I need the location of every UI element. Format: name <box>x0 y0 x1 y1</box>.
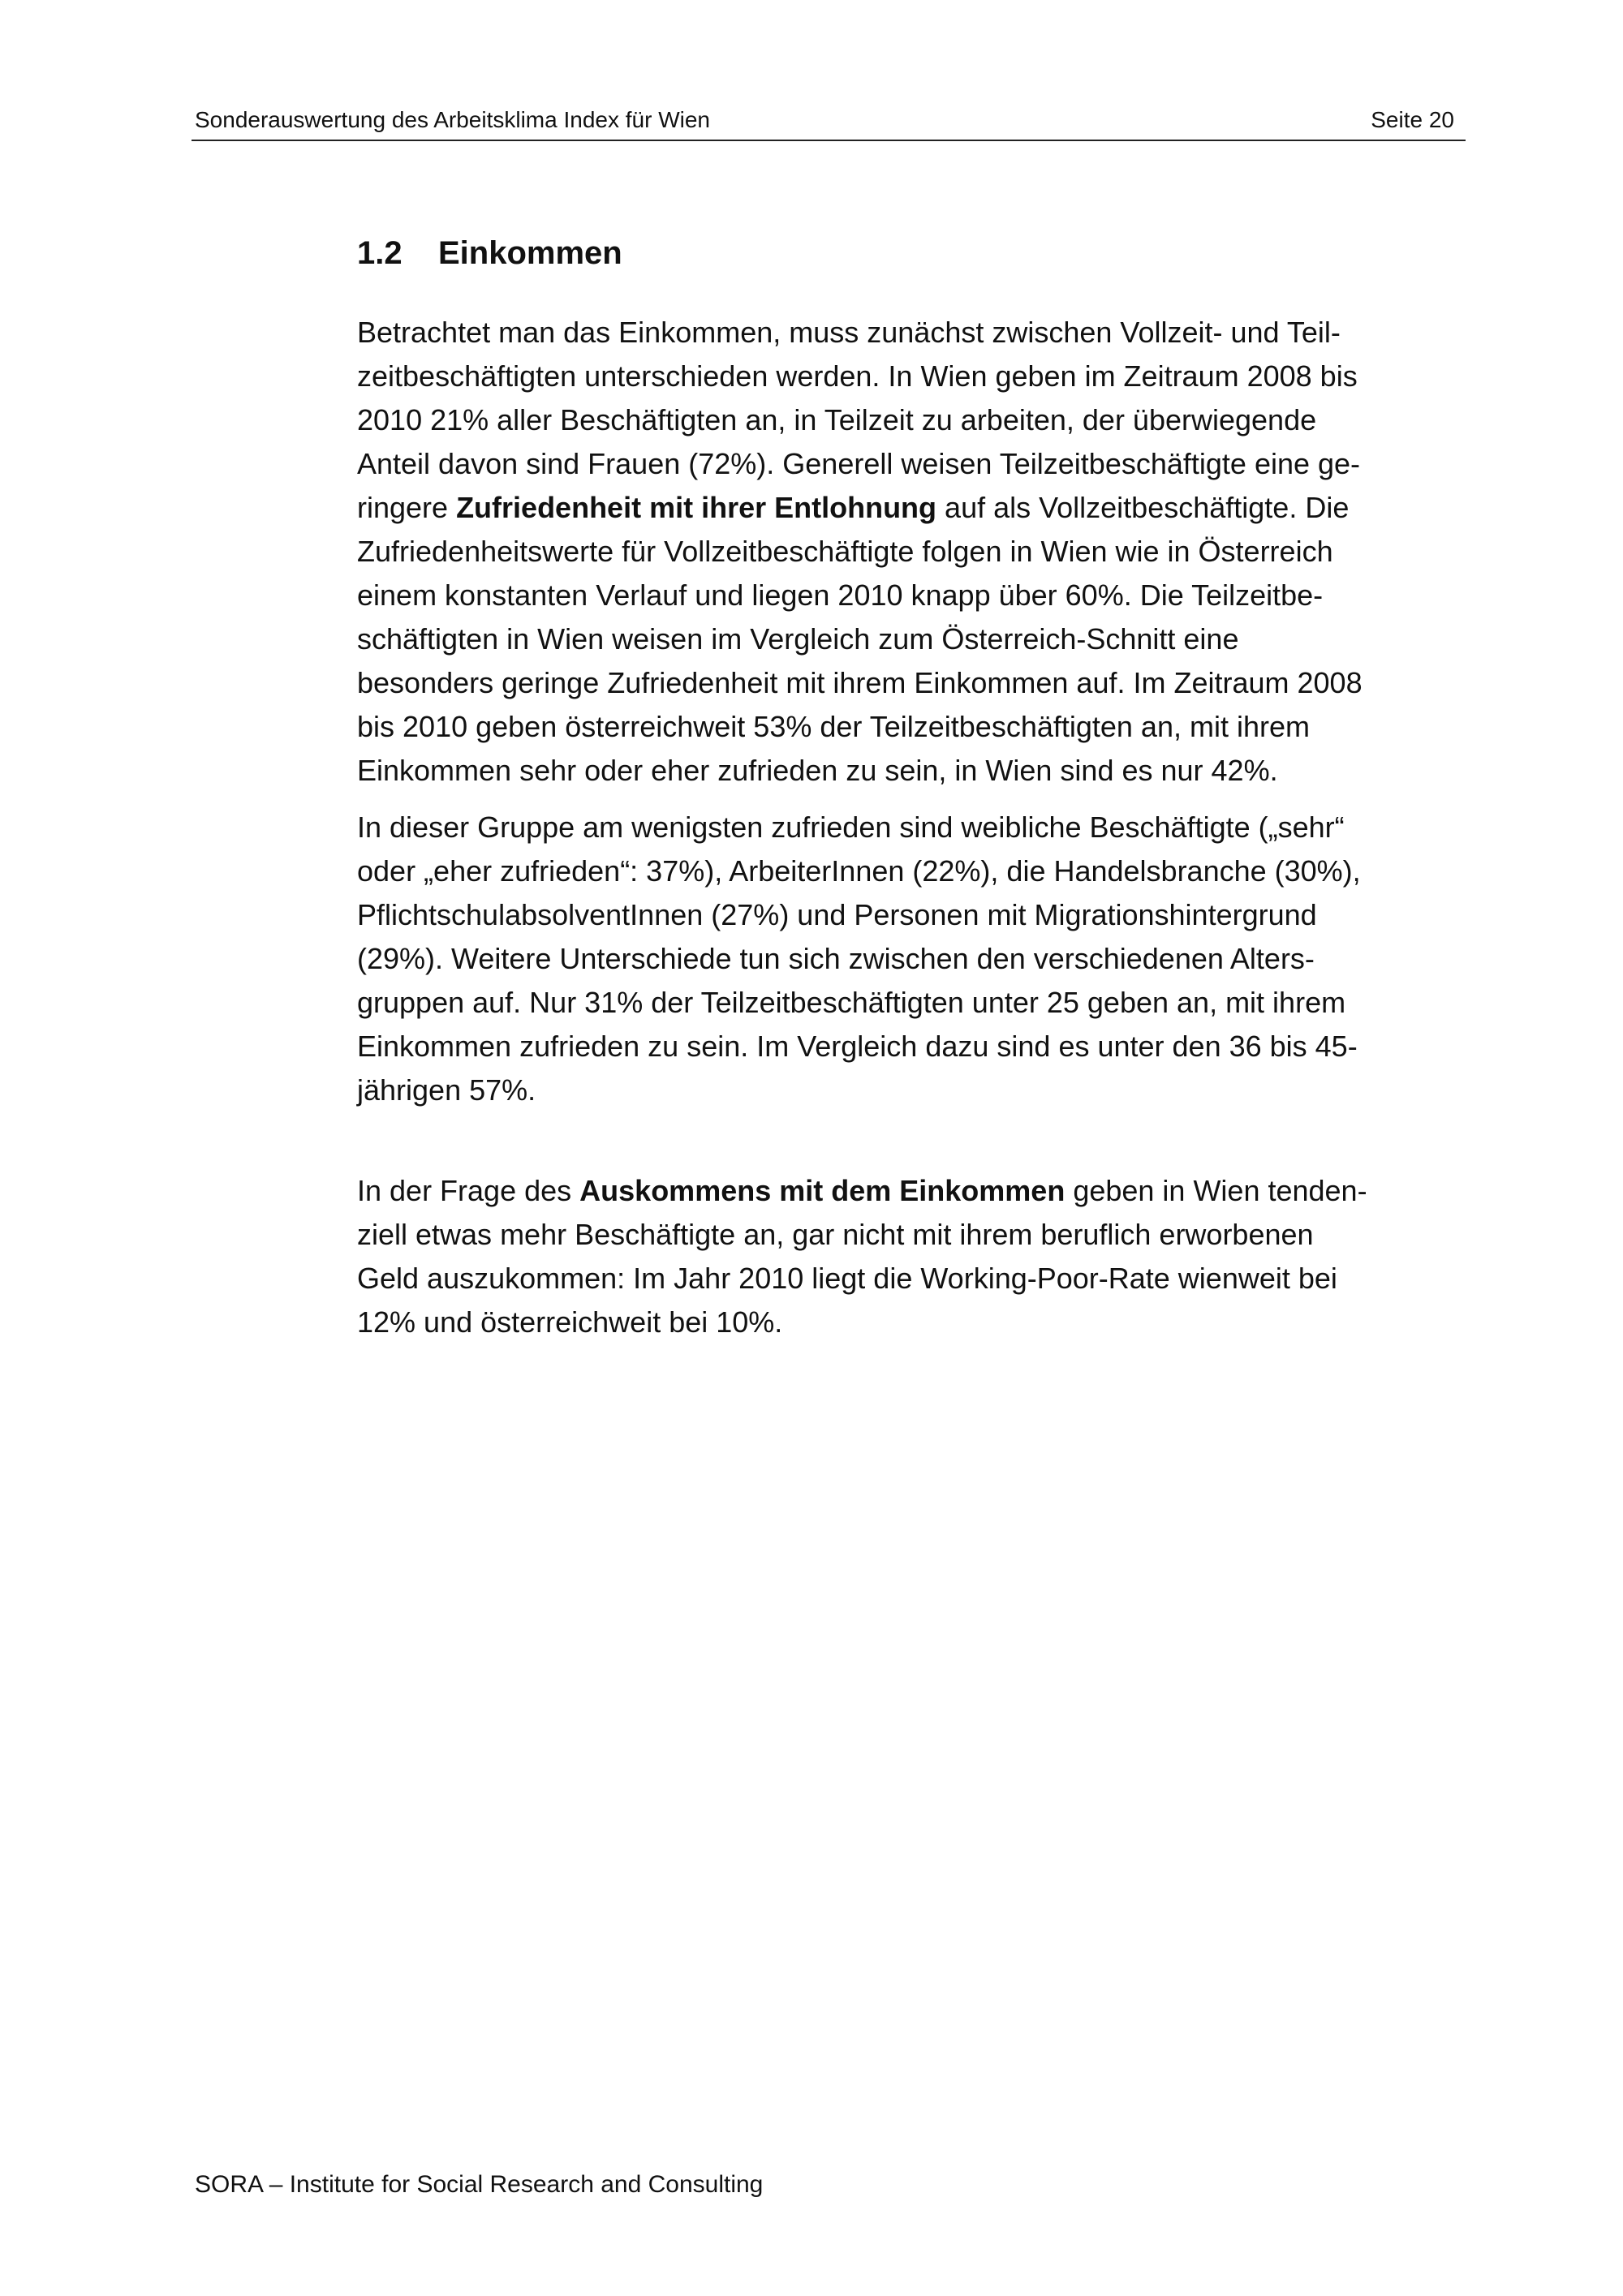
document-title: Sonderauswertung des Arbeitsklima Index für Wien <box>195 107 710 132</box>
text-run: In der Frage des <box>357 1174 580 1207</box>
emphasized-term: Zufriedenheit mit ihrer Entlohnung <box>456 491 937 524</box>
page-header <box>192 101 1466 141</box>
text-run: PflichtschulabsolventInnen (27%) und Personen mit Migrationshintergrund <box>357 898 1317 931</box>
text-run: Zufriedenheitswerte für Vollzeitbeschäftigte folgen in Wien wie in Österreich <box>357 535 1333 568</box>
text-run: auf als Vollzeitbeschäftigte. Die <box>936 491 1350 524</box>
text-run: bis 2010 geben österreichweit 53% der Teilzeitbeschäftigten an, mit ihrem <box>357 710 1310 743</box>
text-run: Betrachtet man das Einkommen, muss zunächst zwischen Vollzeit- und Teil- <box>357 316 1341 349</box>
section-title: Einkommen <box>438 235 622 271</box>
text-run: 2010 21% aller Beschäftigten an, in Teilzeit zu arbeiten, der überwiegende <box>357 403 1317 436</box>
section-einkommen <box>357 235 1461 1344</box>
text-run: jährigen 57%. <box>357 1073 536 1107</box>
text-run: In dieser Gruppe am wenigsten zufrieden sind weibliche Beschäftigte („sehr“ <box>357 810 1345 844</box>
text-run: einem konstanten Verlauf und liegen 2010 knapp über 60%. Die Teilzeitbe- <box>357 578 1324 612</box>
text-run: ziell etwas mehr Beschäftigte an, gar nicht mit ihrem beruflich erworbenen <box>357 1218 1314 1251</box>
page-footer: SORA – Institute for Social Research and Consulting <box>195 2171 764 2198</box>
body-paragraph <box>357 806 1461 1112</box>
text-run: Einkommen zufrieden zu sein. Im Vergleich dazu sind es unter den 36 bis 45- <box>357 1030 1358 1063</box>
text-run: Geld auszukommen: Im Jahr 2010 liegt die Working-Poor-Rate wienweit bei <box>357 1262 1337 1295</box>
text-run: Anteil davon sind Frauen (72%). Generell weisen Teilzeitbeschäftigte eine ge- <box>357 447 1361 480</box>
section-number: 1.2 <box>357 235 403 271</box>
body-paragraph <box>357 311 1461 793</box>
emphasized-term: Auskommens mit dem Einkommen <box>579 1174 1065 1207</box>
text-run: geben in Wien tenden- <box>1065 1174 1367 1207</box>
text-run: zeitbeschäftigten unterschieden werden. In Wien geben im Zeitraum 2008 bis <box>357 359 1358 393</box>
body-text <box>357 311 1461 1344</box>
text-run: oder „eher zufrieden“: 37%), ArbeiterInnen (22%), die Handelsbranche (30%), <box>357 854 1361 888</box>
text-run: ringere <box>357 491 457 524</box>
text-run: (29%). Weitere Unterschiede tun sich zwischen den verschiedenen Alters- <box>357 942 1315 975</box>
text-run: Einkommen sehr oder eher zufrieden zu sein, in Wien sind es nur 42%. <box>357 754 1278 787</box>
section-heading <box>357 235 1461 272</box>
page-number: Seite 20 <box>1371 107 1454 132</box>
text-run: 12% und österreichweit bei 10%. <box>357 1305 783 1339</box>
text-run: gruppen auf. Nur 31% der Teilzeitbeschäftigten unter 25 geben an, mit ihrem <box>357 986 1346 1019</box>
text-run: schäftigten in Wien weisen im Vergleich zum Österreich-Schnitt eine <box>357 622 1239 656</box>
text-run: besonders geringe Zufriedenheit mit ihrem Einkommen auf. Im Zeitraum 2008 <box>357 666 1363 699</box>
body-paragraph <box>357 1169 1461 1344</box>
